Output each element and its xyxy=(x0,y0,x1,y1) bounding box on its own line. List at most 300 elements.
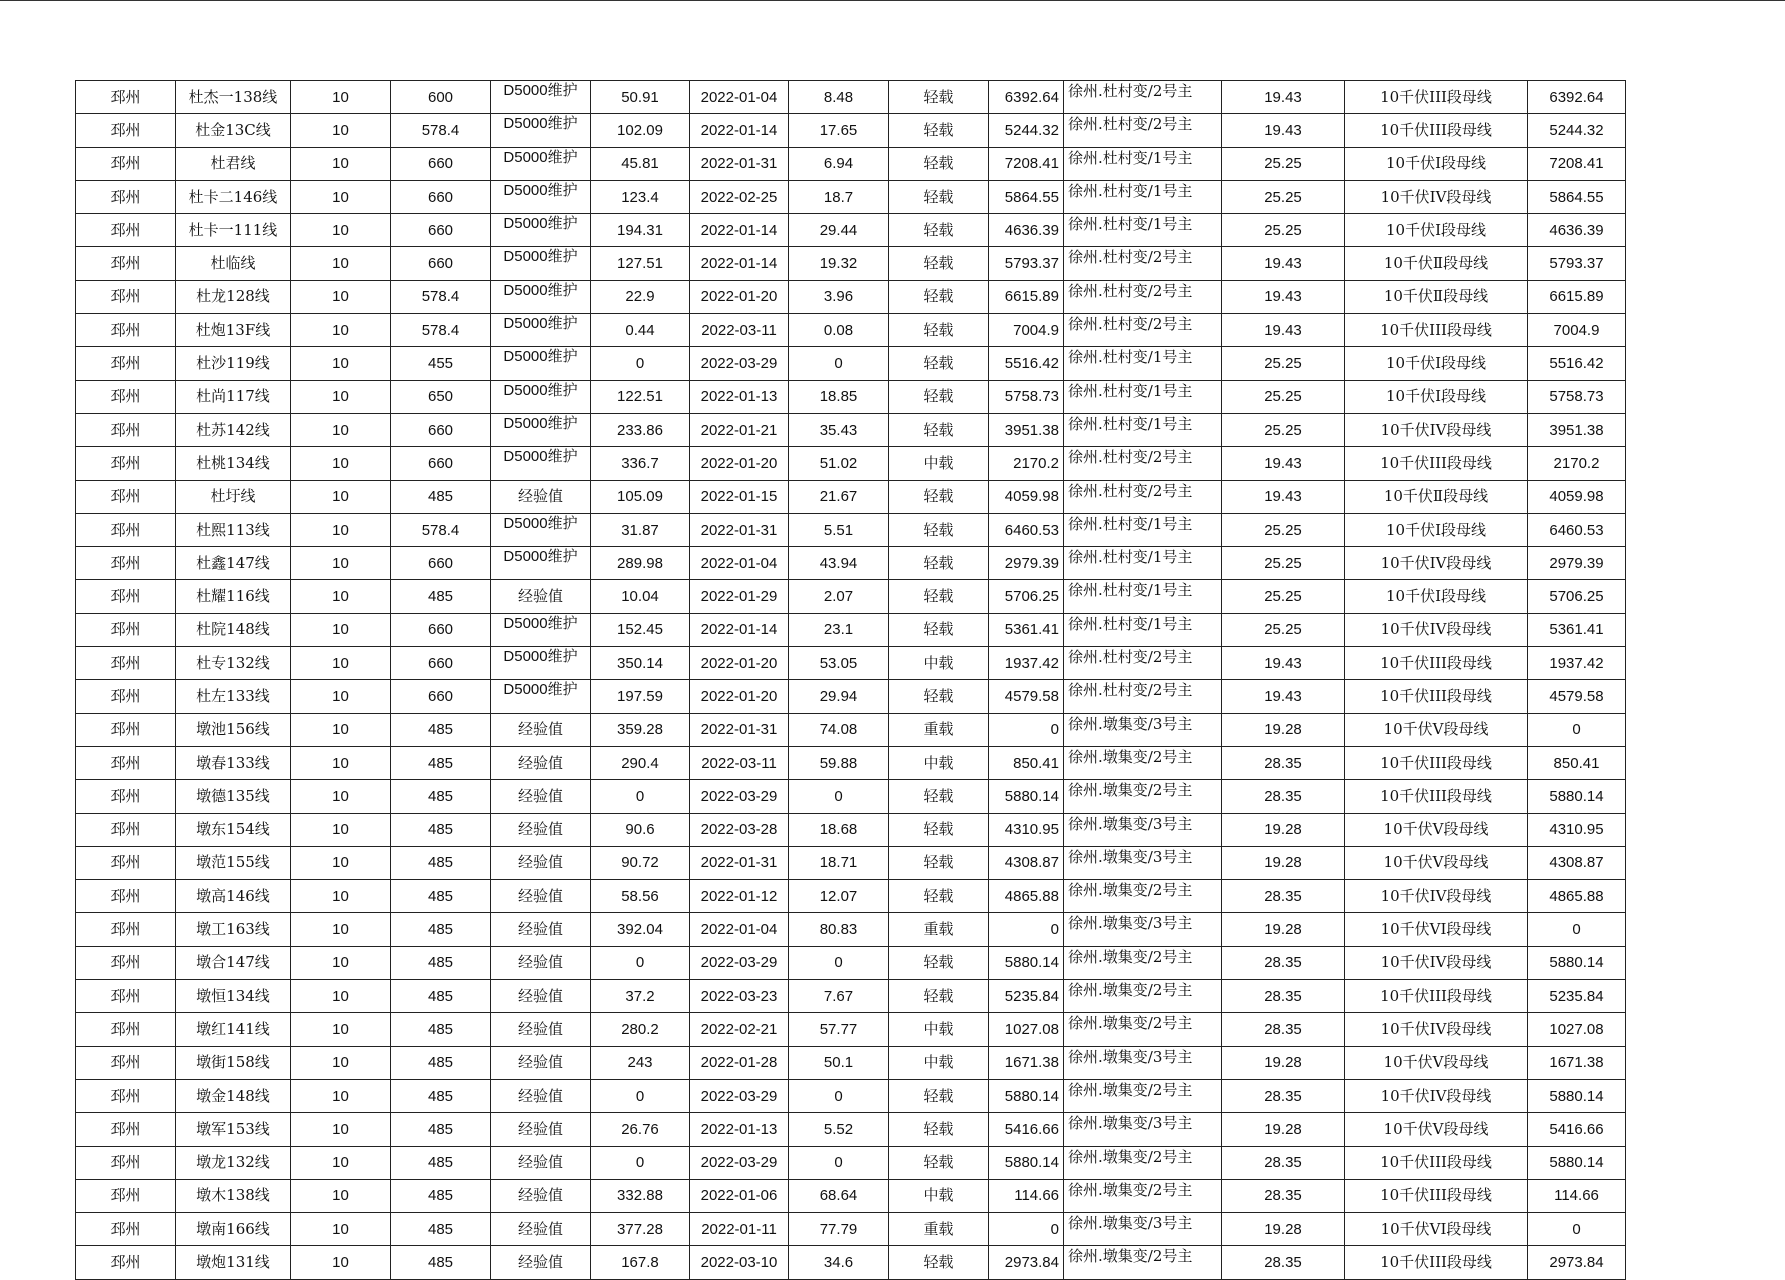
cell-county: 邳州 xyxy=(76,913,176,946)
cell-line: 杜桃134线 xyxy=(176,447,291,480)
cell-substation: 徐州.杜村变/1号主 xyxy=(1064,580,1222,613)
cell-capacity: 485 xyxy=(391,746,491,779)
cell-status: 轻载 xyxy=(889,280,989,313)
cell-load: 392.04 xyxy=(591,913,690,946)
cell-status: 轻载 xyxy=(889,1079,989,1112)
cell-capacity: 578.4 xyxy=(391,114,491,147)
cell-date: 2022-03-10 xyxy=(690,1246,789,1279)
cell-avail: 7208.41 xyxy=(989,147,1064,180)
cell-avail: 5706.25 xyxy=(989,580,1064,613)
cell-line: 墩龙132线 xyxy=(176,1146,291,1179)
cell-bus: 10千伏Ⅰ段母线 xyxy=(1345,380,1528,413)
cell-avail: 2973.84 xyxy=(989,1246,1064,1279)
cell-substation: 徐州.杜村变/2号主 xyxy=(1064,81,1222,114)
cell-bus: 10千伏III段母线 xyxy=(1345,1246,1528,1279)
cell-bus: 10千伏III段母线 xyxy=(1345,314,1528,347)
data-table xyxy=(75,80,1626,1280)
cell-date: 2022-03-29 xyxy=(690,347,789,380)
cell-county: 邳州 xyxy=(76,580,176,613)
cell-load_rate: 29.44 xyxy=(789,214,889,247)
table-row xyxy=(76,746,1626,779)
cell-date: 2022-01-15 xyxy=(690,480,789,513)
cell-date: 2022-02-21 xyxy=(690,1013,789,1046)
cell-bus_avail: 2979.39 xyxy=(1528,547,1626,580)
cell-load_rate: 18.7 xyxy=(789,180,889,213)
cell-sub_load_rate: 19.28 xyxy=(1222,1046,1345,1079)
cell-voltage: 10 xyxy=(291,447,391,480)
cell-avail: 0 xyxy=(989,713,1064,746)
cell-substation: 徐州.杜村变/1号主 xyxy=(1064,147,1222,180)
cell-load: 0.44 xyxy=(591,314,690,347)
cell-county: 邳州 xyxy=(76,1146,176,1179)
table-row xyxy=(76,846,1626,879)
cell-load_rate: 5.52 xyxy=(789,1113,889,1146)
cell-avail: 5244.32 xyxy=(989,114,1064,147)
cell-bus_avail: 5758.73 xyxy=(1528,380,1626,413)
table-row xyxy=(76,1146,1626,1179)
cell-load: 332.88 xyxy=(591,1179,690,1212)
cell-load_rate: 77.79 xyxy=(789,1213,889,1246)
cell-load_rate: 5.51 xyxy=(789,513,889,546)
cell-line: 杜卡一111线 xyxy=(176,214,291,247)
table-row xyxy=(76,1046,1626,1079)
cell-avail: 114.66 xyxy=(989,1179,1064,1212)
cell-bus: 10千伏III段母线 xyxy=(1345,980,1528,1013)
cell-status: 轻载 xyxy=(889,547,989,580)
cell-voltage: 10 xyxy=(291,380,391,413)
cell-load: 90.6 xyxy=(591,813,690,846)
cell-load: 152.45 xyxy=(591,613,690,646)
cell-method: 经验值 xyxy=(491,1213,591,1246)
cell-status: 中载 xyxy=(889,1179,989,1212)
cell-load_rate: 0 xyxy=(789,347,889,380)
cell-status: 轻载 xyxy=(889,780,989,813)
cell-method: 经验值 xyxy=(491,1079,591,1112)
cell-bus_avail: 6460.53 xyxy=(1528,513,1626,546)
cell-county: 邳州 xyxy=(76,1213,176,1246)
cell-voltage: 10 xyxy=(291,713,391,746)
cell-capacity: 485 xyxy=(391,1113,491,1146)
cell-method: 经验值 xyxy=(491,480,591,513)
cell-sub_load_rate: 28.35 xyxy=(1222,1013,1345,1046)
cell-bus_avail: 1937.42 xyxy=(1528,647,1626,680)
cell-line: 杜杰一138线 xyxy=(176,81,291,114)
cell-load: 197.59 xyxy=(591,680,690,713)
cell-bus: 10千伏III段母线 xyxy=(1345,680,1528,713)
cell-capacity: 660 xyxy=(391,547,491,580)
cell-load: 0 xyxy=(591,946,690,979)
cell-bus_avail: 5793.37 xyxy=(1528,247,1626,280)
cell-line: 墩东154线 xyxy=(176,813,291,846)
cell-sub_load_rate: 19.28 xyxy=(1222,713,1345,746)
table-row xyxy=(76,713,1626,746)
cell-voltage: 10 xyxy=(291,1246,391,1279)
cell-line: 墩工163线 xyxy=(176,913,291,946)
cell-sub_load_rate: 19.43 xyxy=(1222,247,1345,280)
cell-method: D5000维护 xyxy=(491,147,591,180)
cell-sub_load_rate: 25.25 xyxy=(1222,347,1345,380)
cell-line: 杜左133线 xyxy=(176,680,291,713)
cell-capacity: 660 xyxy=(391,613,491,646)
cell-method: D5000维护 xyxy=(491,447,591,480)
cell-method: 经验值 xyxy=(491,913,591,946)
cell-load: 22.9 xyxy=(591,280,690,313)
cell-avail: 5361.41 xyxy=(989,613,1064,646)
cell-bus: 10千伏Ⅱ段母线 xyxy=(1345,480,1528,513)
cell-voltage: 10 xyxy=(291,513,391,546)
cell-substation: 徐州.杜村变/1号主 xyxy=(1064,613,1222,646)
cell-method: 经验值 xyxy=(491,813,591,846)
cell-bus_avail: 5880.14 xyxy=(1528,780,1626,813)
cell-load: 359.28 xyxy=(591,713,690,746)
cell-sub_load_rate: 25.25 xyxy=(1222,513,1345,546)
cell-capacity: 485 xyxy=(391,813,491,846)
cell-load_rate: 68.64 xyxy=(789,1179,889,1212)
cell-substation: 徐州.墩集变/2号主 xyxy=(1064,980,1222,1013)
cell-voltage: 10 xyxy=(291,1113,391,1146)
table-row xyxy=(76,413,1626,446)
cell-date: 2022-01-14 xyxy=(690,214,789,247)
cell-line: 墩军153线 xyxy=(176,1113,291,1146)
cell-line: 墩木138线 xyxy=(176,1179,291,1212)
cell-load: 377.28 xyxy=(591,1213,690,1246)
cell-status: 轻载 xyxy=(889,1246,989,1279)
cell-county: 邳州 xyxy=(76,513,176,546)
cell-status: 轻载 xyxy=(889,946,989,979)
cell-bus: 10千伏III段母线 xyxy=(1345,746,1528,779)
cell-load: 280.2 xyxy=(591,1013,690,1046)
cell-county: 邳州 xyxy=(76,480,176,513)
cell-avail: 0 xyxy=(989,913,1064,946)
cell-substation: 徐州.墩集变/2号主 xyxy=(1064,746,1222,779)
cell-county: 邳州 xyxy=(76,214,176,247)
cell-capacity: 485 xyxy=(391,780,491,813)
cell-bus_avail: 5880.14 xyxy=(1528,946,1626,979)
cell-load_rate: 59.88 xyxy=(789,746,889,779)
cell-date: 2022-01-14 xyxy=(690,613,789,646)
cell-county: 邳州 xyxy=(76,81,176,114)
table-row xyxy=(76,147,1626,180)
cell-line: 墩合147线 xyxy=(176,946,291,979)
table-row xyxy=(76,580,1626,613)
cell-load_rate: 18.85 xyxy=(789,380,889,413)
cell-line: 杜君线 xyxy=(176,147,291,180)
cell-status: 中载 xyxy=(889,447,989,480)
cell-capacity: 660 xyxy=(391,413,491,446)
cell-load_rate: 29.94 xyxy=(789,680,889,713)
cell-capacity: 660 xyxy=(391,147,491,180)
cell-sub_load_rate: 19.28 xyxy=(1222,813,1345,846)
table-row xyxy=(76,613,1626,646)
cell-substation: 徐州.墩集变/2号主 xyxy=(1064,1013,1222,1046)
cell-county: 邳州 xyxy=(76,880,176,913)
cell-sub_load_rate: 19.43 xyxy=(1222,314,1345,347)
cell-county: 邳州 xyxy=(76,680,176,713)
cell-status: 轻载 xyxy=(889,314,989,347)
cell-county: 邳州 xyxy=(76,746,176,779)
cell-voltage: 10 xyxy=(291,347,391,380)
cell-capacity: 660 xyxy=(391,680,491,713)
cell-county: 邳州 xyxy=(76,413,176,446)
cell-bus_avail: 0 xyxy=(1528,713,1626,746)
cell-voltage: 10 xyxy=(291,147,391,180)
cell-bus: 10千伏IV段母线 xyxy=(1345,547,1528,580)
cell-load_rate: 18.68 xyxy=(789,813,889,846)
cell-method: 经验值 xyxy=(491,713,591,746)
cell-voltage: 10 xyxy=(291,813,391,846)
cell-method: 经验值 xyxy=(491,1146,591,1179)
cell-line: 杜熙113线 xyxy=(176,513,291,546)
cell-bus: 10千伏Ⅰ段母线 xyxy=(1345,147,1528,180)
cell-date: 2022-01-14 xyxy=(690,247,789,280)
cell-substation: 徐州.杜村变/1号主 xyxy=(1064,413,1222,446)
cell-load: 194.31 xyxy=(591,214,690,247)
table-row xyxy=(76,547,1626,580)
cell-line: 杜尚117线 xyxy=(176,380,291,413)
cell-bus_avail: 3951.38 xyxy=(1528,413,1626,446)
cell-substation: 徐州.杜村变/1号主 xyxy=(1064,214,1222,247)
cell-bus: 10千伏IV段母线 xyxy=(1345,413,1528,446)
cell-avail: 6460.53 xyxy=(989,513,1064,546)
cell-load_rate: 21.67 xyxy=(789,480,889,513)
cell-sub_load_rate: 28.35 xyxy=(1222,1179,1345,1212)
cell-load_rate: 17.65 xyxy=(789,114,889,147)
cell-substation: 徐州.墩集变/2号主 xyxy=(1064,1179,1222,1212)
table-row xyxy=(76,680,1626,713)
table-row xyxy=(76,780,1626,813)
cell-date: 2022-03-23 xyxy=(690,980,789,1013)
cell-capacity: 455 xyxy=(391,347,491,380)
cell-capacity: 660 xyxy=(391,214,491,247)
cell-load_rate: 0 xyxy=(789,946,889,979)
cell-bus_avail: 2170.2 xyxy=(1528,447,1626,480)
cell-load: 127.51 xyxy=(591,247,690,280)
cell-date: 2022-03-29 xyxy=(690,780,789,813)
cell-substation: 徐州.墩集变/2号主 xyxy=(1064,1079,1222,1112)
cell-sub_load_rate: 19.43 xyxy=(1222,480,1345,513)
cell-sub_load_rate: 19.28 xyxy=(1222,1213,1345,1246)
cell-load_rate: 8.48 xyxy=(789,81,889,114)
cell-status: 重载 xyxy=(889,913,989,946)
cell-status: 重载 xyxy=(889,1213,989,1246)
cell-voltage: 10 xyxy=(291,1046,391,1079)
cell-load_rate: 0 xyxy=(789,780,889,813)
cell-line: 墩高146线 xyxy=(176,880,291,913)
cell-capacity: 485 xyxy=(391,1246,491,1279)
table-row xyxy=(76,1079,1626,1112)
cell-load: 0 xyxy=(591,1146,690,1179)
cell-voltage: 10 xyxy=(291,746,391,779)
cell-date: 2022-03-28 xyxy=(690,813,789,846)
table-row xyxy=(76,81,1626,114)
cell-date: 2022-01-28 xyxy=(690,1046,789,1079)
cell-capacity: 485 xyxy=(391,980,491,1013)
cell-status: 轻载 xyxy=(889,214,989,247)
cell-county: 邳州 xyxy=(76,1046,176,1079)
cell-load_rate: 57.77 xyxy=(789,1013,889,1046)
cell-load_rate: 0 xyxy=(789,1079,889,1112)
cell-county: 邳州 xyxy=(76,1113,176,1146)
page-top-border xyxy=(0,0,1785,1)
cell-load_rate: 50.1 xyxy=(789,1046,889,1079)
cell-load: 10.04 xyxy=(591,580,690,613)
cell-bus: 10千伏III段母线 xyxy=(1345,780,1528,813)
cell-avail: 5880.14 xyxy=(989,780,1064,813)
cell-status: 轻载 xyxy=(889,580,989,613)
cell-bus_avail: 5864.55 xyxy=(1528,180,1626,213)
cell-voltage: 10 xyxy=(291,1213,391,1246)
cell-date: 2022-03-11 xyxy=(690,314,789,347)
cell-bus: 10千伏IV段母线 xyxy=(1345,946,1528,979)
cell-bus_avail: 5361.41 xyxy=(1528,613,1626,646)
cell-date: 2022-03-29 xyxy=(690,1146,789,1179)
cell-date: 2022-01-13 xyxy=(690,380,789,413)
cell-load_rate: 7.67 xyxy=(789,980,889,1013)
cell-substation: 徐州.墩集变/3号主 xyxy=(1064,846,1222,879)
table-row xyxy=(76,447,1626,480)
cell-method: D5000维护 xyxy=(491,214,591,247)
cell-method: 经验值 xyxy=(491,1013,591,1046)
cell-sub_load_rate: 28.35 xyxy=(1222,946,1345,979)
cell-line: 墩池156线 xyxy=(176,713,291,746)
cell-avail: 4579.58 xyxy=(989,680,1064,713)
cell-line: 杜炮13F线 xyxy=(176,314,291,347)
cell-bus_avail: 4059.98 xyxy=(1528,480,1626,513)
cell-avail: 5793.37 xyxy=(989,247,1064,280)
cell-avail: 1671.38 xyxy=(989,1046,1064,1079)
cell-load: 290.4 xyxy=(591,746,690,779)
cell-voltage: 10 xyxy=(291,180,391,213)
cell-load_rate: 80.83 xyxy=(789,913,889,946)
cell-county: 邳州 xyxy=(76,1079,176,1112)
cell-load: 167.8 xyxy=(591,1246,690,1279)
cell-voltage: 10 xyxy=(291,413,391,446)
cell-bus: 10千伏IV段母线 xyxy=(1345,1013,1528,1046)
cell-sub_load_rate: 25.25 xyxy=(1222,580,1345,613)
cell-capacity: 485 xyxy=(391,946,491,979)
cell-sub_load_rate: 28.35 xyxy=(1222,980,1345,1013)
cell-date: 2022-01-12 xyxy=(690,880,789,913)
cell-status: 轻载 xyxy=(889,846,989,879)
cell-avail: 7004.9 xyxy=(989,314,1064,347)
cell-sub_load_rate: 19.28 xyxy=(1222,913,1345,946)
cell-bus: 10千伏Ⅴ段母线 xyxy=(1345,813,1528,846)
cell-bus_avail: 4865.88 xyxy=(1528,880,1626,913)
cell-date: 2022-01-20 xyxy=(690,280,789,313)
cell-load: 105.09 xyxy=(591,480,690,513)
cell-capacity: 485 xyxy=(391,846,491,879)
cell-avail: 4310.95 xyxy=(989,813,1064,846)
cell-sub_load_rate: 19.43 xyxy=(1222,680,1345,713)
cell-county: 邳州 xyxy=(76,380,176,413)
cell-voltage: 10 xyxy=(291,1013,391,1046)
cell-voltage: 10 xyxy=(291,946,391,979)
cell-sub_load_rate: 25.25 xyxy=(1222,547,1345,580)
cell-line: 杜圩线 xyxy=(176,480,291,513)
cell-substation: 徐州.杜村变/2号主 xyxy=(1064,314,1222,347)
cell-sub_load_rate: 25.25 xyxy=(1222,413,1345,446)
cell-sub_load_rate: 19.28 xyxy=(1222,1113,1345,1146)
cell-line: 杜院148线 xyxy=(176,613,291,646)
cell-line: 杜鑫147线 xyxy=(176,547,291,580)
cell-line: 墩炮131线 xyxy=(176,1246,291,1279)
cell-method: D5000维护 xyxy=(491,680,591,713)
cell-sub_load_rate: 19.43 xyxy=(1222,114,1345,147)
cell-status: 轻载 xyxy=(889,880,989,913)
cell-method: D5000维护 xyxy=(491,314,591,347)
cell-substation: 徐州.墩集变/3号主 xyxy=(1064,813,1222,846)
cell-method: D5000维护 xyxy=(491,613,591,646)
cell-voltage: 10 xyxy=(291,1179,391,1212)
cell-bus: 10千伏VI段母线 xyxy=(1345,1213,1528,1246)
cell-status: 中载 xyxy=(889,647,989,680)
cell-load_rate: 2.07 xyxy=(789,580,889,613)
cell-capacity: 578.4 xyxy=(391,513,491,546)
cell-bus_avail: 5880.14 xyxy=(1528,1146,1626,1179)
cell-load: 122.51 xyxy=(591,380,690,413)
cell-bus_avail: 6392.64 xyxy=(1528,81,1626,114)
cell-avail: 5516.42 xyxy=(989,347,1064,380)
cell-sub_load_rate: 28.35 xyxy=(1222,780,1345,813)
cell-avail: 5880.14 xyxy=(989,1146,1064,1179)
cell-date: 2022-01-21 xyxy=(690,413,789,446)
table-row xyxy=(76,280,1626,313)
cell-method: 经验值 xyxy=(491,1046,591,1079)
cell-county: 邳州 xyxy=(76,813,176,846)
table-row xyxy=(76,114,1626,147)
table-row xyxy=(76,247,1626,280)
cell-county: 邳州 xyxy=(76,247,176,280)
cell-status: 中载 xyxy=(889,746,989,779)
cell-substation: 徐州.墩集变/2号主 xyxy=(1064,946,1222,979)
cell-date: 2022-01-13 xyxy=(690,1113,789,1146)
cell-substation: 徐州.墩集变/2号主 xyxy=(1064,880,1222,913)
cell-method: D5000维护 xyxy=(491,347,591,380)
cell-bus_avail: 0 xyxy=(1528,913,1626,946)
cell-voltage: 10 xyxy=(291,913,391,946)
cell-line: 墩恒134线 xyxy=(176,980,291,1013)
cell-status: 中载 xyxy=(889,1013,989,1046)
cell-avail: 5235.84 xyxy=(989,980,1064,1013)
cell-bus: 10千伏Ⅰ段母线 xyxy=(1345,214,1528,247)
cell-bus: 10千伏Ⅱ段母线 xyxy=(1345,247,1528,280)
cell-date: 2022-03-11 xyxy=(690,746,789,779)
cell-sub_load_rate: 25.25 xyxy=(1222,180,1345,213)
cell-line: 杜卡二146线 xyxy=(176,180,291,213)
cell-capacity: 660 xyxy=(391,247,491,280)
cell-line: 杜专132线 xyxy=(176,647,291,680)
cell-status: 轻载 xyxy=(889,613,989,646)
cell-capacity: 485 xyxy=(391,1213,491,1246)
cell-load: 26.76 xyxy=(591,1113,690,1146)
cell-voltage: 10 xyxy=(291,214,391,247)
cell-voltage: 10 xyxy=(291,680,391,713)
cell-avail: 5880.14 xyxy=(989,946,1064,979)
cell-status: 中载 xyxy=(889,1046,989,1079)
cell-capacity: 600 xyxy=(391,81,491,114)
cell-load: 336.7 xyxy=(591,447,690,480)
cell-method: D5000维护 xyxy=(491,114,591,147)
cell-avail: 6615.89 xyxy=(989,280,1064,313)
cell-load_rate: 3.96 xyxy=(789,280,889,313)
table-row xyxy=(76,1113,1626,1146)
cell-capacity: 650 xyxy=(391,380,491,413)
cell-capacity: 485 xyxy=(391,713,491,746)
cell-method: 经验值 xyxy=(491,1246,591,1279)
cell-status: 轻载 xyxy=(889,513,989,546)
cell-line: 杜沙119线 xyxy=(176,347,291,380)
cell-bus: 10千伏Ⅴ段母线 xyxy=(1345,1113,1528,1146)
